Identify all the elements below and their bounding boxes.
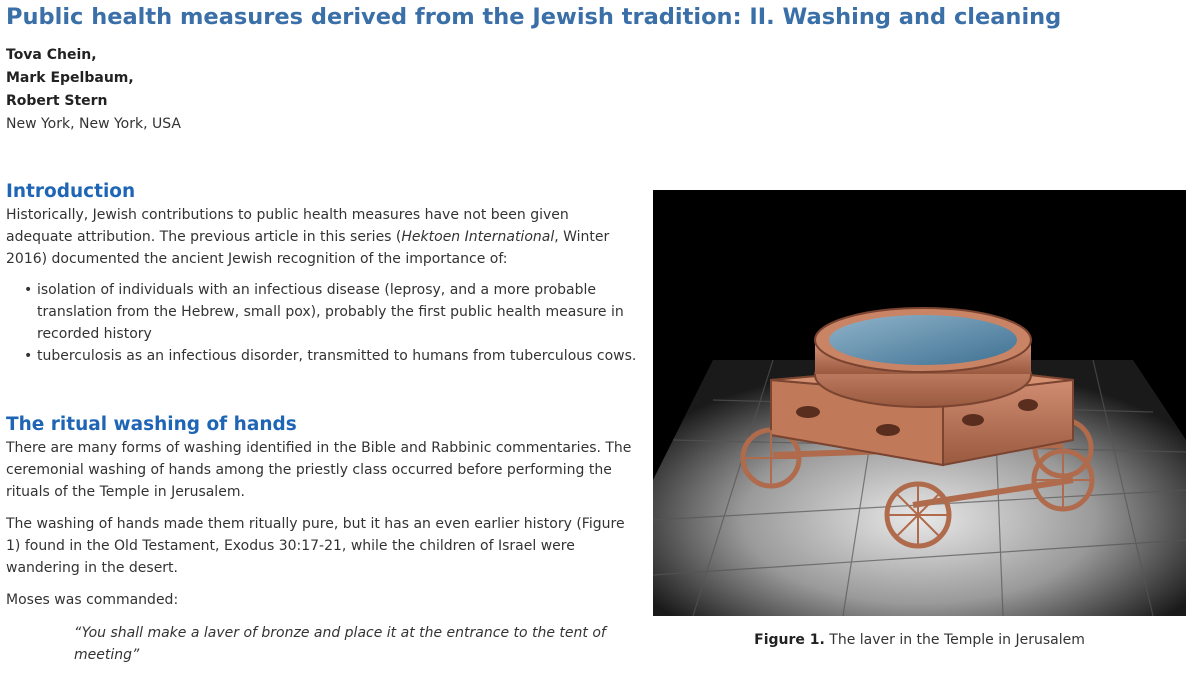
article-body xyxy=(6,180,642,666)
intro-paragraph xyxy=(6,204,636,270)
bible-quote: “You shall make a laver of bronze and place it at the entrance to the tent of meeting” xyxy=(74,625,606,663)
figure-caption-text: The laver in the Temple in Jerusalem xyxy=(824,632,1085,648)
journal-name: Hektoen International xyxy=(401,229,555,245)
figure-caption xyxy=(653,629,1186,651)
figure-image xyxy=(653,190,1186,616)
list-item: • isolation of individuals with an infectious disease (leprosy, and a more probable translation from the Hebrew, small pox), probably the first public health measure in recorded history xyxy=(37,279,642,345)
laver-cart-illustration xyxy=(653,190,1186,616)
page-title: Public health measures derived from the Jewish tradition: II. Washing and cleaning xyxy=(6,4,1062,30)
section-heading-ritual-washing: The ritual washing of hands xyxy=(6,414,297,435)
laver-water xyxy=(829,315,1017,365)
intro-text-part: , Winter 2016) documented the ancient Jewish recognition of the importance of: xyxy=(6,229,610,267)
paragraph: The washing of hands made them ritually pure, but it has an even earlier history (Figure 1) found in the Old Testament, Exodus 30:17-21, while the children of Israel were wandering in the desert. xyxy=(6,516,625,576)
figure-label: Figure 1. xyxy=(754,632,825,648)
author-name: Robert Stern xyxy=(6,93,108,109)
author-name: Tova Chein, xyxy=(6,47,97,63)
list-item: • tuberculosis as an infectious disorder, transmitted to humans from tuberculous cows. xyxy=(37,345,642,367)
intro-bullet-list xyxy=(6,279,642,367)
author-location: New York, New York, USA xyxy=(6,116,181,132)
section-heading-introduction: Introduction xyxy=(6,181,136,202)
author-block xyxy=(6,44,181,136)
paragraph: Moses was commanded: xyxy=(6,592,179,608)
intro-text-part: Historically, Jewish contributions to public health measures have not been given adequate attribution. The previous article in this series ( xyxy=(6,207,569,245)
paragraph: There are many forms of washing identified in the Bible and Rabbinic commentaries. The ceremonial washing of hands among the priestly class occurred before performing the rituals of the Temple in Jerusalem. xyxy=(6,440,632,500)
author-name: Mark Epelbaum, xyxy=(6,70,134,86)
